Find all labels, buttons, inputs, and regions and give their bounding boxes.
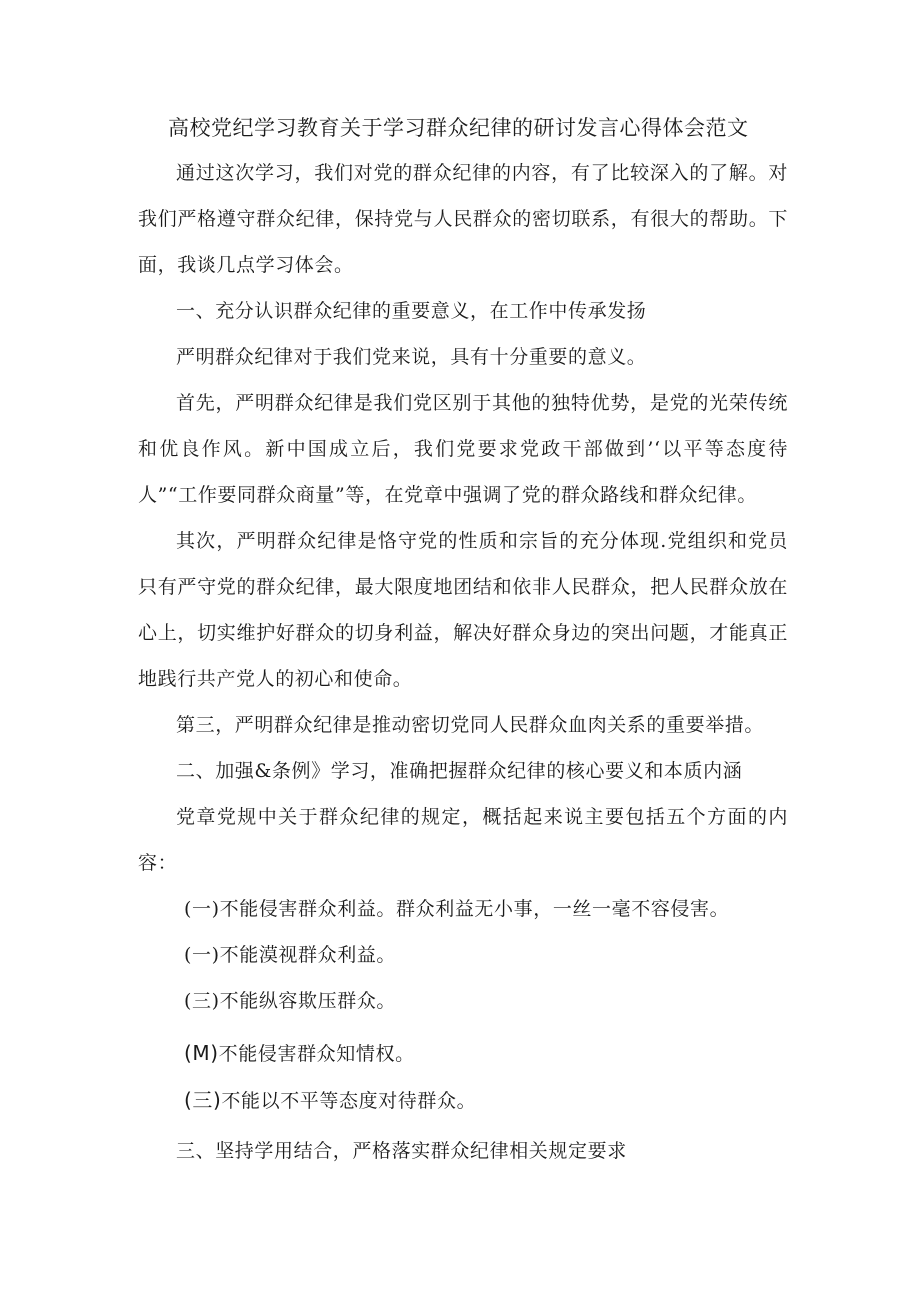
list-item-4-text: 不能侵害群众知情权。: [218, 1043, 415, 1065]
list-item-1: (一)不能侵害群众利益。群众利益无小事，一丝一毫不容侵害。: [184, 898, 730, 920]
list-item-4-marker: (M): [184, 1041, 219, 1065]
paragraph-five-aspects: 党章党规中关于群众纪律的规定，概括起来说主要包括五个方面的内容：: [138, 806, 788, 874]
paragraph-first: 首先，严明群众纪律是我们党区别于其他的独特优势，是党的光荣传统和优良作风。新中国成立后，我们党要求党政干部做到’‘以平等态度待人”“工作要同群众商量”等，在党章中强调了党的群众路线和群众纪律。: [138, 392, 788, 506]
paragraph-significance: 严明群众纪律对于我们党来说，具有十分重要的意义。: [176, 346, 647, 368]
list-item-5-text: 不能以不平等态度对待群众。: [221, 1090, 477, 1112]
paragraph-second: 其次，严明群众纪律是恪守党的性质和宗旨的充分体现.党组织和党员只有严守党的群众纪律，最大限度地团结和依非人民群众，把人民群众放在心上，切实维护好群众的切身利益，解决好群众身边的突出问题，才能真正地践行共产党人的初心和使命。: [138, 530, 788, 690]
section-heading-1: 一、充分认识群众纪律的重要意义，在工作中传承发扬: [176, 300, 647, 322]
section-heading-2: 二、加强&条例》学习，准确把握群众纪律的核心要义和本质内涵: [176, 760, 743, 782]
list-item-3: (三)不能纵容欺压群众。: [184, 990, 397, 1012]
list-item-5: [138, 1077, 788, 1124]
document-title: 高校党纪学习教育关于学习群众纪律的研讨发言心得体会范文: [168, 116, 749, 140]
document-body: [138, 112, 788, 1174]
list-item-2: (一)不能漠视群众利益。: [184, 944, 397, 966]
paragraph-third: 第三，严明群众纪律是推动密切党同人民群众血肉关系的重要举措。: [176, 714, 765, 736]
list-item-4: [138, 1030, 788, 1077]
list-item-5-marker: (三): [184, 1088, 222, 1112]
section-heading-3: 三、坚持学用结合，严格落实群众纪律相关规定要求: [176, 1140, 627, 1162]
paragraph-intro: 通过这次学习，我们对党的群众纪律的内容，有了比较深入的了解。对我们严格遵守群众纪律，保持党与人民群众的密切联系，有很大的帮助。下面，我谈几点学习体会。: [138, 162, 788, 276]
